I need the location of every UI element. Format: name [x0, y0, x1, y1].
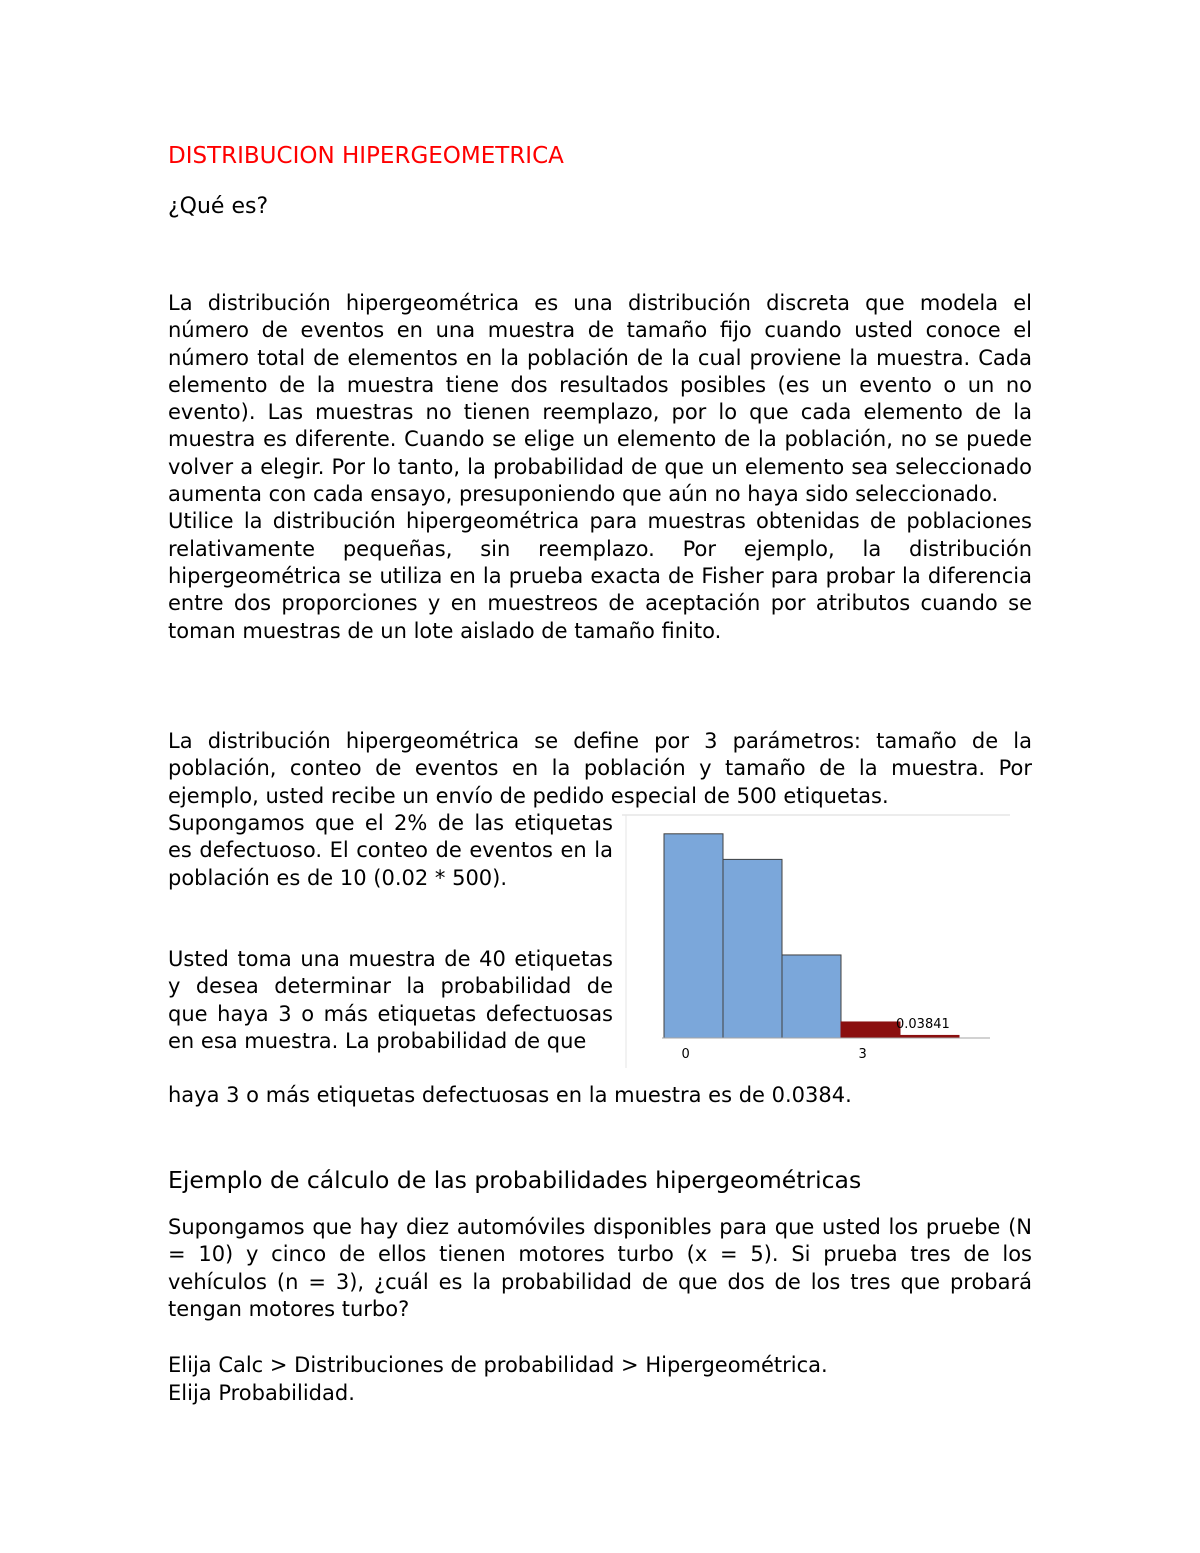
paragraph-definition: La distribución hipergeométrica es una distribución discreta que modela el número de eventos en una muestra de tamaño fijo cuando usted conoce el número total de elementos en la población de la cual proviene la muestra. Cada elemento de la muestra tiene dos resultados posibles (es un evento o un no evento). Las muestras no tienen reemplazo, por lo que cada elemento de la muestra es diferente. Cuando se elige un elemento de la población, no se puede volver a elegir. Por lo tanto, la probabilidad de que un elemento sea seleccionado aumenta con cada ensayo, presuponiendo que aún no haya sido seleccionado.: [168, 291, 1032, 507]
paragraph-sample: Usted toma una muestra de 40 etiquetas y desea determinar la probabilidad de que haya 3 o más etiquetas defectuosas en esa muestra. La probabilidad de que: [168, 947, 613, 1053]
intro-block: [168, 290, 1032, 645]
paragraph-example: Supongamos que hay diez automóviles disponibles para que usted los pruebe (N = 10) y cinco de ellos tienen motores turbo (x = 5). Si prueba tres de los vehículos (n = 3), ¿cuál es la probabilidad de que dos de los tres que probará tengan motores turbo?: [168, 1215, 1032, 1321]
hypergeometric-chart: [622, 812, 1010, 1068]
bar-3: [841, 1022, 900, 1038]
section-question: ¿Qué es?: [168, 194, 269, 219]
bar-2: [782, 955, 841, 1038]
document-title: DISTRIBUCION HIPERGEOMETRICA: [168, 143, 564, 169]
instruction-calc: Elija Calc > Distribuciones de probabilidad > Hipergeométrica.: [168, 1353, 828, 1377]
paragraph-parameters: La distribución hipergeométrica se define por 3 parámetros: tamaño de la población, conteo de eventos en la población y tamaño de la muestra. Por ejemplo, usted recibe un envío de pedido especial de 500 etiquetas.: [168, 729, 1032, 808]
paragraph-usage: Utilice la distribución hipergeométrica para muestras obtenidas de poblaciones relativamente pequeñas, sin reemplazo. Por ejemplo, la distribución hipergeométrica se utiliza en la prueba exacta de Fisher para probar la diferencia entre dos proporciones y en muestreos de aceptación por atributos cuando se toman muestras de un lote aislado de tamaño finito.: [168, 509, 1032, 643]
paragraph-sample-result: haya 3 o más etiquetas defectuosas en la muestra es de 0.0384.: [168, 1083, 852, 1107]
x-tick-label-3: 3: [858, 1047, 867, 1062]
chart-annotation: 0.03841: [896, 1016, 950, 1032]
example-heading: Ejemplo de cálculo de las probabilidades hipergeométricas: [168, 1166, 862, 1194]
bar-0: [664, 834, 723, 1038]
x-tick-label-0: 0: [681, 1047, 690, 1062]
bar-1: [723, 859, 782, 1038]
instruction-probability: Elija Probabilidad.: [168, 1381, 355, 1405]
paragraph-defective-rate: Supongamos que el 2% de las etiquetas es defectuoso. El conteo de eventos en la población es de 10 (0.02 * 500).: [168, 811, 613, 890]
